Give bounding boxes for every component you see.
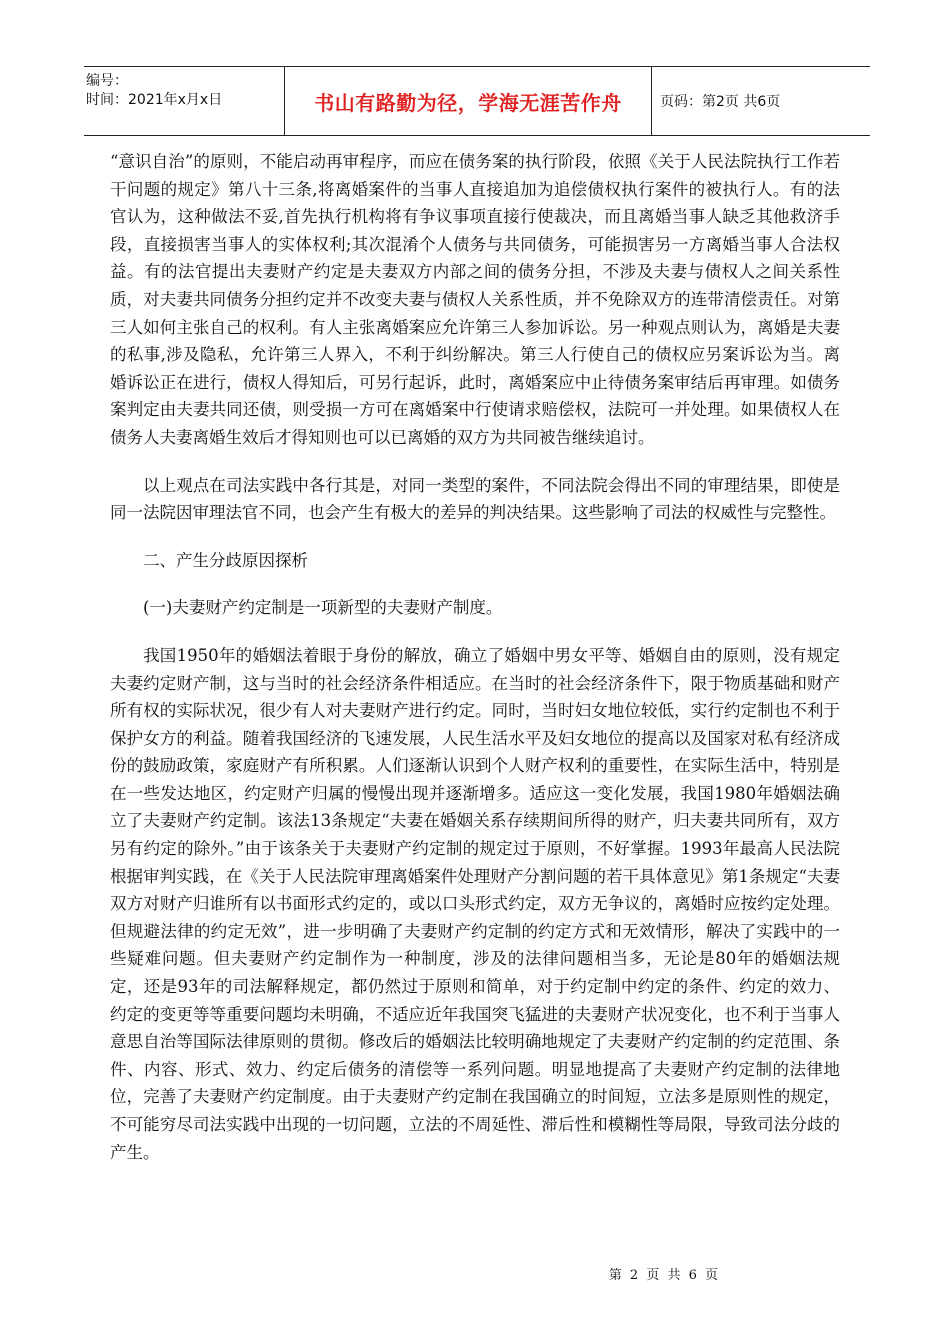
subsection-heading: (一)夫妻财产约定制是一项新型的夫妻财产制度。 xyxy=(143,598,503,618)
paragraph-continuation: “意识自治”的原则，不能启动再审程序，而应在债务案的执行阶段，依照《关于人民法院执行工作若干问题的规定》第八十三条,将离婚案件的当事人直接追加为追偿债权执行案件的被执行人。有的法官认为，这种做法不妥,首先执行机构将有争议事项直接行使裁决，而且离婚当事人缺乏其他救济手段，直接损害当事人的实体权利;其次混淆个人债务与共同债务，可能损害另一方离婚当事人合法权益。有的法官提出夫妻财产约定是夫妻双方内部之间的债务分担，不涉及夫妻与债权人之间关系性质，对夫妻共同债务分担约定并不改变夫妻与债权人关系性质，并不免除双方的连带清偿责任。对第三人如何主张自己的权利。有人主张离婚案应允许第三人参加诉讼。另一种观点则认为，离婚是夫妻的私事,涉及隐私，允许第三人界入，不利于纠纷解决。第三人行使自己的债权应另案诉讼为当。离婚诉讼正在进行，债权人得知后，可另行起诉，此时，离婚案应中止待债务案审结后再审理。如债务案判定由夫妻共同还债，则受损一方可在离婚案中行使请求赔偿权，法院可一并处理。如果债权人在债务人夫妻离婚生效后才得知则也可以已离婚的双方为共同被告继续追讨。 xyxy=(110,152,840,447)
paragraph-summary: 以上观点在司法实践中各行其是，对同一类型的案件，不同法院会得出不同的审理结果，即使是同一法院因审理法官不同，也会产生有极大的差异的判决结果。这些影响了司法的权威性与完整性。 xyxy=(110,475,840,523)
header-page-number: 页码：第2页 共6页 xyxy=(660,94,781,110)
header-page-cell xyxy=(652,67,870,135)
header-meta xyxy=(84,67,284,135)
doc-time-label: 时间：2021年x月x日 xyxy=(86,92,223,108)
header-motto: 书山有路勤为径，学海无涯苦作舟 xyxy=(314,90,622,115)
paragraph-history: 我国1950年的婚姻法着眼于身份的解放，确立了婚姻中男女平等、婚姻自由的原则，没有规定夫妻约定财产制，这与当时的社会经济条件相适应。在当时的社会经济条件下，限于物质基础和财产所有权的实际状况，很少有人对夫妻财产进行约定。同时，当时妇女地位较低，实行约定制也不利于保护女方的利益。随着我国经济的飞速发展，人民生活水平及妇女地位的提高以及国家对私有经济成份的鼓励政策，家庭财产有所积累。人们逐渐认识到个人财产权利的重要性，在实际生活中，特别是在一些发达地区，约定财产归属的慢慢出现并逐渐增多。适应这一变化发展，我国1980年婚姻法确立了夫妻财产约定制。该法13条规定“夫妻在婚姻关系存续期间所得的财产，归夫妻共同所有，双方另有约定的除外。”由于该条关于夫妻财产约定制的规定过于原则，不好掌握。1993年最高人民法院根据审判实践，在《关于人民法院审理离婚案件处理财产分割问题的若干具体意见》第1条规定“夫妻双方对财产归谁所有以书面形式约定的，或以口头形式约定，双方无争议的，离婚时应按约定处理。但规避法律的约定无效”，进一步明确了夫妻财产约定制的约定方式和无效情形，解决了实践中的一些疑难问题。但夫妻财产约定制作为一种制度，涉及的法律问题相当多，无论是80年的婚姻法规定，还是93年的司法解释规定，都仍然过于原则和简单，对于约定制中约定的条件、约定的效力、约定的变更等等重要问题均未明确，不适应近年我国突飞猛进的夫妻财产状况变化，也不利于当事人意思自治等国际法律原则的贯彻。修改后的婚姻法比较明确地规定了夫妻财产约定制的约定范围、条件、内容、形式、效力、约定后债务的清偿等一系列问题。明显地提高了夫妻财产约定制的法律地位，完善了夫妻财产约定制度。由于夫妻财产约定制在我国确立的时间短，立法多是原则性的规定，不可能穷尽司法实践中出现的一切问题，立法的不周延性、滞后性和模糊性等局限，导致司法分歧的产生。 xyxy=(110,645,840,1162)
document-body xyxy=(110,148,840,1186)
doc-number-label: 编号： xyxy=(86,73,128,89)
section-heading: 二、产生分歧原因探析 xyxy=(143,550,308,570)
page-footer xyxy=(0,1264,950,1283)
header-motto-cell xyxy=(284,67,652,135)
footer-page-number: 第 2 页 共 6 页 xyxy=(608,1268,720,1283)
page-header xyxy=(84,66,870,136)
